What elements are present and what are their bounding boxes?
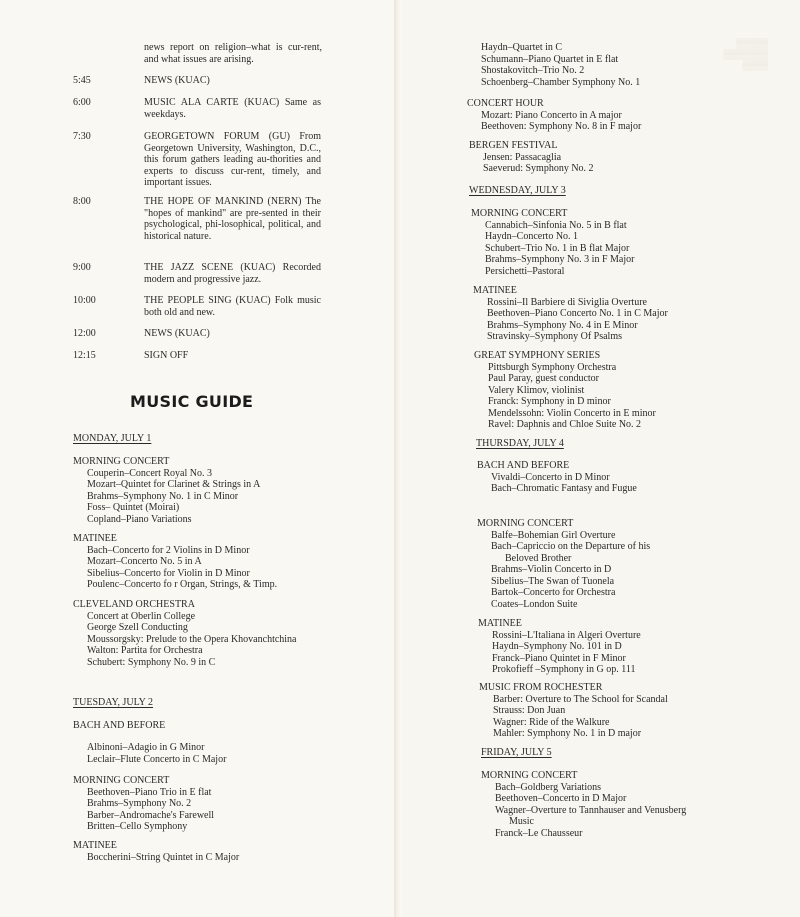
- schedule-time: 12:15: [73, 350, 96, 361]
- program-title: MORNING CONCERT: [477, 518, 574, 529]
- program-item: Schoenberg–Chamber Symphony No. 1: [481, 76, 641, 88]
- program-block: [473, 285, 715, 343]
- program-item: Bartok–Concerto for Orchestra: [491, 587, 616, 598]
- program-block: [478, 618, 641, 676]
- program-item-continuation: Music: [509, 816, 534, 827]
- program-item: Sibelius–Concerto for Violin in D Minor: [87, 567, 250, 579]
- program-item: Beethoven–Concerto in D Major: [495, 793, 627, 804]
- intro-text: news report on religion–what is cur-rent, and what issues are arising.: [144, 42, 322, 65]
- program-item: Sibelius–The Swan of Tuonela: [491, 575, 615, 587]
- program-block: [73, 456, 260, 525]
- program-block: [481, 770, 726, 839]
- day-heading-wednesday: WEDNESDAY, JULY 3: [469, 185, 566, 196]
- music-guide-title: MUSIC GUIDE: [130, 392, 254, 411]
- schedule-desc: NEWS (KUAC): [144, 328, 210, 339]
- page-gutter: [394, 0, 402, 917]
- program-item: Foss– Quintet (Moirai): [87, 502, 180, 513]
- program-block: [73, 742, 226, 765]
- program-item: George Szell Conducting: [87, 622, 188, 633]
- program-item: Valery Klimov, violinist: [488, 384, 585, 396]
- schedule-time: 6:00: [73, 97, 91, 108]
- program-title: MATINEE: [473, 285, 517, 296]
- program-block: [477, 460, 637, 495]
- program-item: Brahms–Violin Concerto in D: [491, 564, 612, 575]
- program-item: Brahms–Symphony No. 4 in E Minor: [487, 319, 638, 331]
- program-title: MORNING CONCERT: [481, 770, 578, 781]
- program-block: [73, 775, 214, 833]
- schedule-time: 12:00: [73, 328, 96, 339]
- program-item: Barber: Overture to The School for Scandal: [493, 693, 668, 705]
- program-block: [73, 599, 297, 668]
- program-item: Concert at Oberlin College: [87, 610, 196, 622]
- program-title: GREAT SYMPHONY SERIES: [474, 350, 601, 361]
- program-item: Franck–Piano Quintet in F Minor: [492, 652, 626, 664]
- program-item: Haydn–Symphony No. 101 in D: [492, 641, 622, 652]
- program-block: [479, 682, 722, 740]
- program-item: Vivaldi–Concerto in D Minor: [491, 471, 610, 483]
- schedule-desc: MUSIC ALA CARTE (KUAC) Same as weekdays.: [144, 97, 321, 120]
- program-item: Walton: Partita for Orchestra: [87, 645, 203, 656]
- program-block: [471, 208, 634, 277]
- bleed-through-marks: ▒▒▒▒▒ ▒▒▒▒▒▒▒ ▒▒▒▒: [723, 38, 768, 70]
- program-title: BACH AND BEFORE: [477, 460, 570, 471]
- schedule-time: 9:00: [73, 262, 91, 273]
- program-item: Bach–Chromatic Fantasy and Fugue: [491, 483, 637, 494]
- program-item: Brahms–Symphony No. 1 in C Minor: [87, 490, 239, 502]
- program-item: Prokofieff –Symphony in G op. 111: [492, 664, 636, 675]
- program-item: Beethoven–Piano Concerto No. 1 in C Major: [487, 308, 668, 319]
- program-title: MORNING CONCERT: [73, 456, 170, 467]
- day-heading-thursday: THURSDAY, JULY 4: [476, 438, 564, 449]
- schedule-desc: THE HOPE OF MANKIND (NERN) The "hopes of mankind" are pre-sented in their psychological, phi-losophical, political, and historical nature.: [144, 196, 321, 242]
- program-block: [73, 533, 277, 591]
- day-heading-tuesday: TUESDAY, JULY 2: [73, 697, 154, 708]
- program-item: Mahler: Symphony No. 1 in D major: [493, 728, 642, 739]
- schedule-time: 5:45: [73, 75, 91, 86]
- program-item: Bach–Concerto for 2 Violins in D Minor: [87, 544, 250, 556]
- program-title: BERGEN FESTIVAL: [469, 140, 558, 151]
- program-item: Paul Paray, guest conductor: [488, 373, 599, 384]
- program-title: MATINEE: [73, 533, 117, 544]
- program-item: Franck: Symphony in D minor: [488, 396, 611, 407]
- day-heading-monday: MONDAY, JULY 1: [73, 433, 152, 444]
- program-item: Strauss: Don Juan: [493, 705, 566, 716]
- program-item: Pittsburgh Symphony Orchestra: [488, 361, 617, 373]
- program-item: Franck–Le Chausseur: [495, 827, 583, 839]
- program-block: [474, 350, 656, 431]
- program-item: Mozart–Quintet for Clarinet & Strings in A: [87, 479, 261, 490]
- program-item: Albinoni–Adagio in G Minor: [87, 742, 205, 753]
- program-item: Haydn–Quartet in C: [481, 42, 563, 53]
- program-item: Mozart: Piano Concerto in A major: [481, 109, 622, 121]
- schedule-desc: GEORGETOWN FORUM (GU) From Georgetown University, Washington, D.C., this forum gathers leading au-thorities and experts to discuss cur-rent, timely, and important issues.: [144, 131, 321, 188]
- program-item: Schubert: Symphony No. 9 in C: [87, 656, 216, 668]
- day-heading-friday: FRIDAY, JULY 5: [481, 747, 552, 758]
- program-item: Copland–Piano Variations: [87, 513, 192, 525]
- program-title: MORNING CONCERT: [471, 208, 568, 219]
- schedule-time: 10:00: [73, 295, 96, 306]
- program-item: Brahms–Symphony No. 2: [87, 798, 192, 809]
- program-item-continuation: Beloved Brother: [505, 552, 572, 564]
- program-item: Brahms–Symphony No. 3 in F Major: [485, 254, 635, 265]
- program-item: Mendelssohn: Violin Concerto in E minor: [488, 407, 656, 419]
- program-block: [469, 140, 594, 175]
- program-item: Beethoven: Symphony No. 8 in F major: [481, 121, 642, 132]
- program-item: Shostakovitch–Trio No. 2: [481, 65, 585, 76]
- program-item: Couperin–Concert Royal No. 3: [87, 467, 212, 479]
- program-item: Haydn–Concerto No. 1: [485, 231, 579, 242]
- schedule-time: 8:00: [73, 196, 91, 207]
- program-item: Bach–Capriccio on the Departure of his: [491, 541, 651, 552]
- program-item: Wagner–Overture to Tannhauser and Venusberg: [495, 804, 687, 816]
- program-title: BACH AND BEFORE: [73, 720, 166, 731]
- program-item: Wagner: Ride of the Walkure: [493, 716, 610, 728]
- program-item: Schumann–Piano Quartet in E flat: [481, 53, 619, 65]
- program-block: [477, 518, 650, 610]
- program-item: Balfe–Bohemian Girl Overture: [491, 529, 616, 541]
- program-item: Rossini–L'Italiana in Algeri Overture: [492, 629, 641, 641]
- schedule-desc: THE JAZZ SCENE (KUAC) Recorded modern and progressive jazz.: [144, 262, 321, 285]
- program-item: Boccherini–String Quintet in C Major: [87, 851, 240, 863]
- program-title: MATINEE: [478, 618, 522, 629]
- program-item: Poulenc–Concerto fo r Organ, Strings, & Timp.: [87, 579, 278, 590]
- program-item: Beethoven–Piano Trio in E flat: [87, 786, 212, 798]
- program-title: CLEVELAND ORCHESTRA: [73, 599, 195, 610]
- program-block: [467, 42, 640, 88]
- program-title: CONCERT HOUR: [467, 98, 544, 109]
- program-item: Barber–Andromache's Farewell: [87, 809, 215, 821]
- schedule-time: 7:30: [73, 131, 91, 142]
- program-item: Ravel: Daphnis and Chloe Suite No. 2: [488, 419, 642, 430]
- program-item: Bach–Goldberg Variations: [495, 781, 602, 793]
- program-title: MORNING CONCERT: [73, 775, 170, 786]
- schedule-desc: NEWS (KUAC): [144, 75, 210, 86]
- program-item: Britten–Cello Symphony: [87, 821, 188, 832]
- program-title: MUSIC FROM ROCHESTER: [479, 682, 603, 693]
- program-item: Schubert–Trio No. 1 in B flat Major: [485, 242, 630, 254]
- program-item: Persichetti–Pastoral: [485, 265, 565, 277]
- program-item: Saeverud: Symphony No. 2: [483, 163, 594, 174]
- program-block: [73, 720, 165, 732]
- schedule-desc: THE PEOPLE SING (KUAC) Folk music both old and new.: [144, 295, 321, 318]
- program-item: Jensen: Passacaglia: [483, 151, 562, 163]
- program-item: Cannabich–Sinfonia No. 5 in B flat: [485, 219, 627, 231]
- program-block: [73, 840, 239, 863]
- program-item: Rossini–Il Barbiere di Siviglia Overture: [487, 296, 647, 308]
- program-item: Coates–London Suite: [491, 598, 578, 610]
- program-block: [467, 98, 641, 133]
- program-title: MATINEE: [73, 840, 117, 851]
- program-item: Mozart–Concerto No. 5 in A: [87, 556, 202, 567]
- schedule-desc: SIGN OFF: [144, 350, 189, 361]
- program-item: Leclair–Flute Concerto in C Major: [87, 753, 227, 765]
- program-item: Stravinsky–Symphony Of Psalms: [487, 331, 623, 342]
- program-item: Moussorgsky: Prelude to the Opera Khovanchtchina: [87, 633, 297, 645]
